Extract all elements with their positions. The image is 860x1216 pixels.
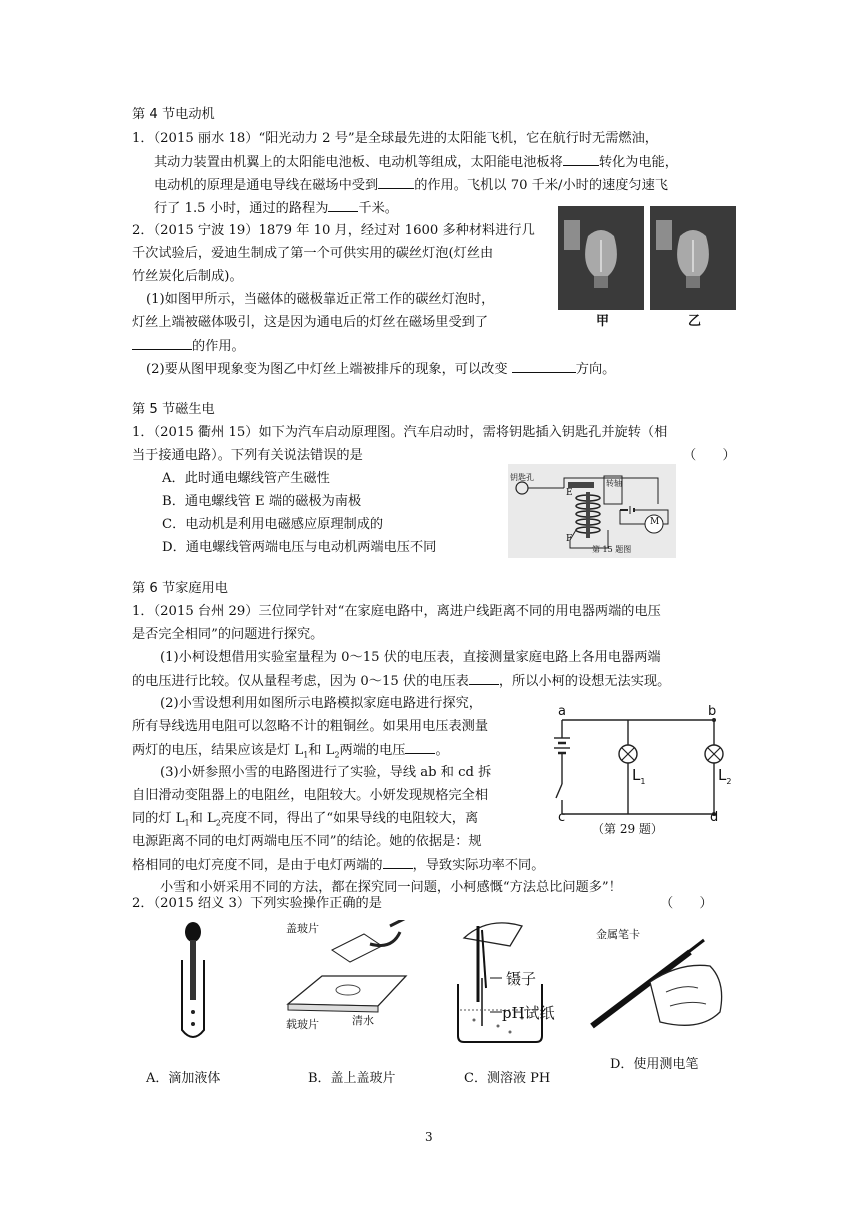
caption-a: A．滴加液体: [146, 1071, 221, 1086]
s5-q1-line2: 当于接通电路）。下列有关说法错误的是: [132, 448, 363, 463]
fig-caption-15: 第 15 题图: [592, 545, 632, 554]
fig-b-label-slide: 载玻片: [286, 1018, 319, 1031]
figure-label-yi: 乙: [688, 314, 702, 329]
s6-q1-p3c: 同的灯 $L_1$和 $L_2$亮度不同，得出了“如果导线的电阻较大，离: [132, 811, 479, 828]
car-starter-circuit-figure: [508, 464, 676, 558]
fig-label-f: F: [566, 534, 573, 544]
s4-q2-line5: 灯丝上端被磁体吸引，这是因为通电后的灯丝在磁场里受到了: [132, 315, 489, 330]
page-number: 3: [425, 1130, 433, 1144]
node-d-label: d: [710, 810, 719, 825]
s6-q2-line1: 2．（2015 绍义 3）下列实验操作正确的是: [132, 896, 382, 911]
answer-blank[interactable]: [328, 197, 358, 212]
option-a: A．此时通电螺线管产生磁性: [162, 471, 330, 486]
s4-q2-line1: 2．（2015 宁波 19）1879 年 10 月，经过对 1600 多种材料进行几: [132, 223, 535, 238]
section-4-title: 第 4 节电动机: [132, 107, 215, 122]
caption-c: C．测溶液 PH: [464, 1071, 551, 1086]
s6-q1-p3e: 格相同的电灯亮度不同，是由于电灯两端的 ，导致实际功率不同。: [132, 854, 544, 877]
s4-q1-line3: 电动机的原理是通电导线在磁场中受到 的作用。飞机以 70 千米/小时的速度匀速飞: [154, 174, 668, 197]
figure-c-ph-test: [438, 916, 576, 1048]
node-c-label: c: [558, 810, 566, 825]
fig-label-motor: M: [650, 517, 660, 527]
fig-d-label-metal-clip: 金属笔卡: [596, 928, 640, 941]
s6-q1-p1b: 的电压进行比较。仅从量程考虑，因为 0～15 伏的电压表 ，所以小柯的设想无法实现。: [132, 670, 670, 693]
option-c: C．电动机是利用电磁感应原理制成的: [162, 517, 384, 532]
fig-label-contact: 转轴: [606, 479, 622, 488]
s6-q1-p3a: (3)小妍参照小雪的电路图进行了实验，导线 ab 和 cd 拆: [160, 765, 492, 780]
answer-blank[interactable]: [563, 151, 599, 166]
caption-d: D．使用测电笔: [610, 1057, 699, 1072]
answer-paren[interactable]: （ ）: [683, 448, 736, 463]
s4-q1-line1: 1．（2015 丽水 18）“阳光动力 2 号”是全球最先进的太阳能飞机，它在航行时无需燃油，: [132, 131, 658, 146]
s4-q2-line4: (1)如图甲所示，当磁体的磁极靠近正常工作的碳丝灯泡时，: [146, 292, 495, 307]
fig-b-label-coverslip: 盖玻片: [286, 922, 319, 935]
s6-q1-line1: 1．（2015 台州 29）三位同学针对“在家庭电路中，离进户线距离不同的用电器两端的电压: [132, 604, 661, 619]
s6-q1-p3d: 电源距离不同的电灯两端电压不同”的结论。她的依据是：规: [132, 834, 482, 849]
answer-blank[interactable]: [512, 358, 576, 373]
figure-a-dropper: [168, 920, 218, 1050]
section-5-title: 第 5 节磁生电: [132, 402, 215, 417]
fig-caption-29: （第 29 题）: [592, 822, 663, 836]
figure-b-coverslip: [282, 920, 410, 1040]
fig-b-label-water: 清水: [352, 1014, 374, 1027]
household-circuit-figure: [548, 704, 738, 840]
s4-q1-line2: 其动力装置由机翼上的太阳能电池板、电动机等组成，太阳能电池板将 转化为电能，: [154, 151, 678, 174]
s6-q1-p3b: 自旧滑动变阻器上的电阻丝，电阻较大。小妍发现规格完全相: [132, 788, 489, 803]
caption-b: B．盖上盖玻片: [308, 1071, 396, 1086]
figure-d-test-pen: [580, 922, 730, 1036]
answer-blank[interactable]: [469, 670, 499, 685]
s4-q2-line7: (2)要从图甲现象变为图乙中灯丝上端被排斥的现象，可以改变 方向。: [146, 358, 615, 381]
answer-paren[interactable]: （ ）: [660, 896, 713, 911]
s6-q1-p2a: (2)小雪设想利用如图所示电路模拟家庭电路进行探究，: [160, 696, 482, 711]
s4-q1-line4: 行了 1.5 小时，通过的路程为 千米。: [154, 197, 398, 220]
option-b: B．通电螺线管 E 端的磁极为南极: [162, 494, 362, 509]
lamp-l1-label: $L_1$: [632, 766, 646, 786]
figure-label-jia: 甲: [596, 314, 610, 329]
answer-blank[interactable]: [378, 174, 414, 189]
fig-label-e: E: [566, 488, 573, 498]
answer-blank[interactable]: [132, 335, 192, 350]
fig-c-label-tweezers: 镊子: [506, 970, 537, 988]
answer-blank[interactable]: [405, 739, 435, 754]
node-a-label: a: [558, 704, 566, 719]
bulb-photos-figure: [558, 206, 736, 330]
node-b-label: b: [708, 704, 717, 719]
fig-label-keyhole: 钥匙孔: [510, 473, 534, 482]
s4-q2-line3: 竹丝炭化后制成)。: [132, 269, 243, 284]
answer-blank[interactable]: [383, 854, 413, 869]
s4-q2-line2: 千次试验后，爱迪生制成了第一个可供实用的碳丝灯泡(灯丝由: [132, 246, 494, 261]
s6-q1-p4: 小雪和小妍采用不同的方法，都在探究同一问题，小柯感慨“方法总比问题多”！: [160, 880, 622, 895]
s6-q1-p2b: 所有导线选用电阻可以忽略不计的粗铜丝。如果用电压表测量: [132, 719, 489, 734]
option-d: D．通电螺线管两端电压与电动机两端电压不同: [162, 540, 437, 555]
s4-q2-line6: 的作用。: [132, 335, 245, 358]
s6-q1-p2c: 两灯的电压，结果应该是灯 $L_1$和 $L_2$两端的电压 。: [132, 739, 449, 767]
s6-q1-line2: 是否完全相同”的问题进行探究。: [132, 627, 324, 642]
fig-c-label-ph-paper: pH试纸: [502, 1004, 555, 1022]
lamp-l2-label: $L_2$: [718, 766, 732, 786]
s6-q1-p1a: (1)小柯设想借用实验室量程为 0～15 伏的电压表，直接测量家庭电路上各用电器两端: [160, 650, 661, 665]
section-6-title: 第 6 节家庭用电: [132, 581, 228, 596]
s5-q1-line1: 1．（2015 衢州 15）如下为汽车启动原理图。汽车启动时，需将钥匙插入钥匙孔并旋转（相: [132, 425, 668, 440]
